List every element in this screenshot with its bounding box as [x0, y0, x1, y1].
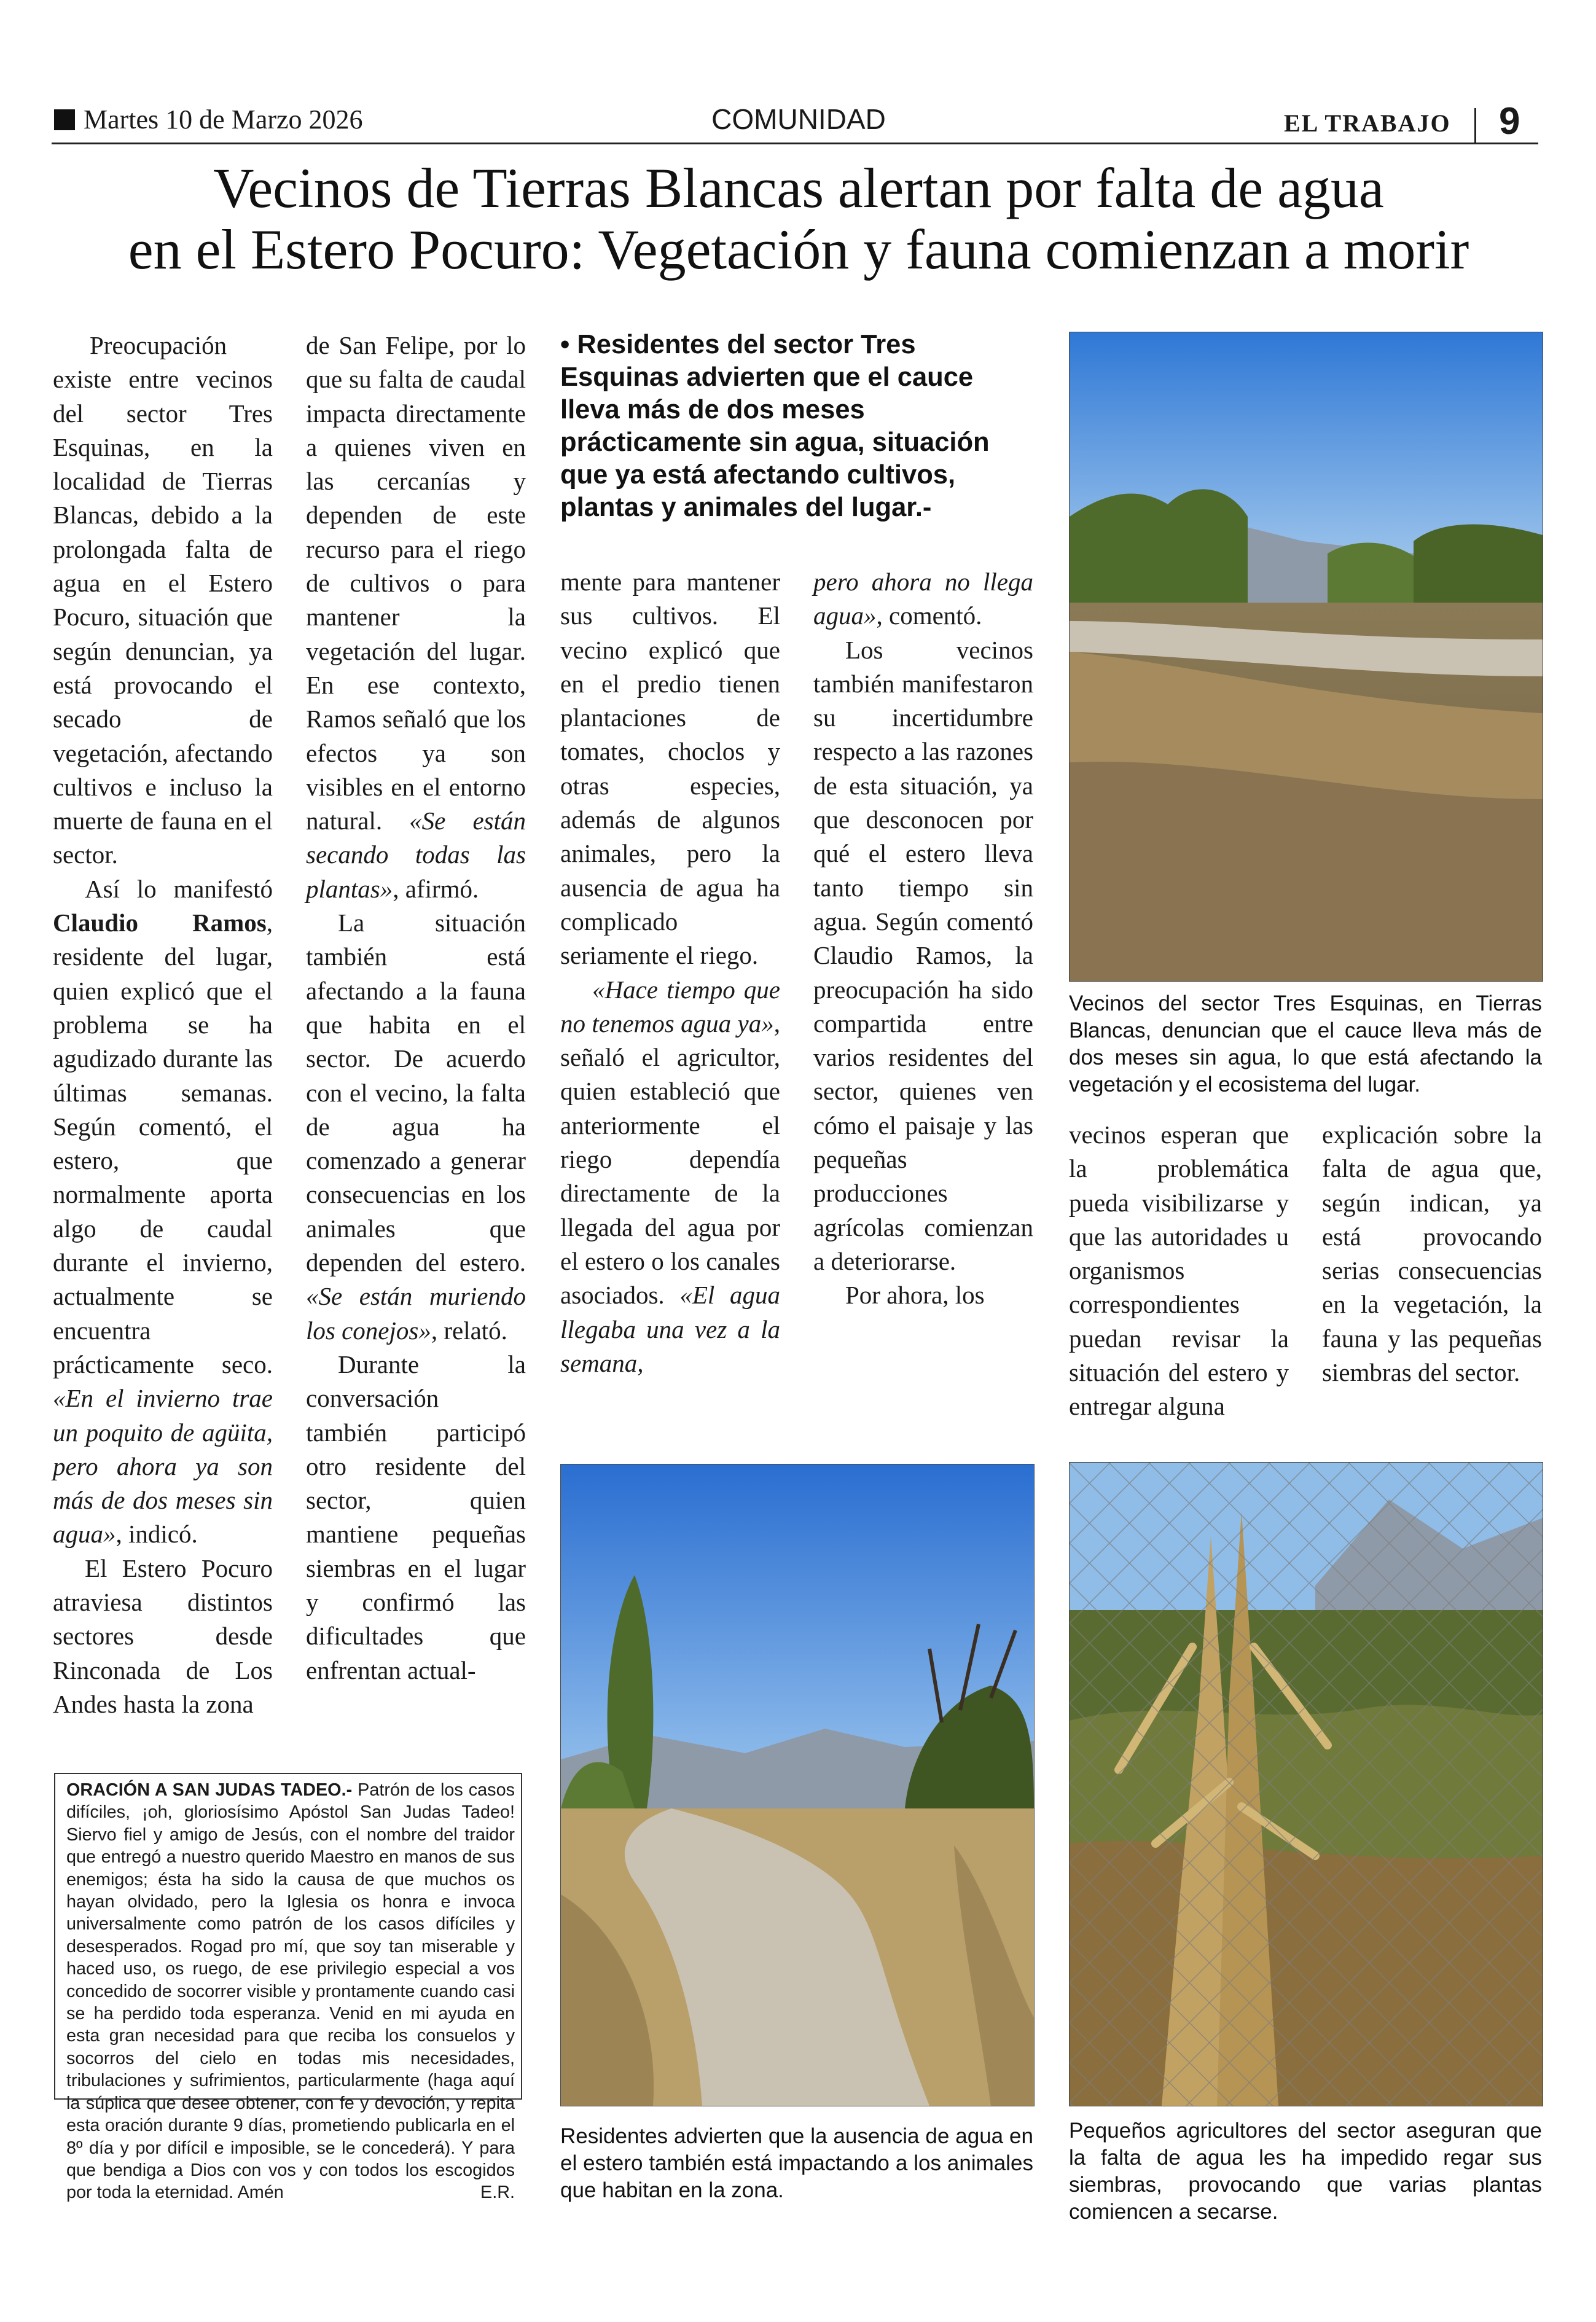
- paragraph-esperan: vecinos esperan que la problemática pueda visibilizarse y que las autoridades u organismos correspondientes puedan revisar la situación del estero y entregar alguna: [1069, 1120, 1289, 1421]
- text-span: Así lo manifestó: [85, 874, 273, 903]
- paragraph-incertidumbre: Los vecinos también manifestaron su incertidumbre respecto a las razones de esta situación, ya que desconocen por qué el estero lleva tanto tiempo sin agua. Según comentó Claudio Ramos, la preocupación ha sido compartida entre varios residentes del sector, quienes ven cómo el paisaje y las pequeñas producciones agrícolas comienzan a deteriorarse.: [813, 635, 1033, 1275]
- text-span: de San Felipe, por lo que su falta de caudal impacta directamente a quienes viven en las cercanías y dependen de este recurso para el riego de cultivos o para mantener la vegetación del lugar. En ese contexto, Ramos señaló que los efectos ya son visibles en el entorno natural.: [306, 331, 526, 835]
- header-separator: [1474, 108, 1476, 143]
- person-name: Claudio Ramos: [53, 909, 267, 937]
- text-span: La situación también está afectando a la fauna que habita en el sector. De acuerdo con el vecino, la falta de agua ha comenzado a generar consecuencias en los animales que dependen del estero.: [306, 909, 526, 1277]
- photo-caption-1: Vecinos del sector Tres Esquinas, en Tierras Blancas, denuncian que el cauce lleva más de dos meses sin agua, lo que está afectando la vegetación y el ecosistema del lugar.: [1069, 991, 1542, 1096]
- photo-caption-3: Pequeños agricultores del sector aseguran que la falta de agua les ha impedido regar sus siembras, provocando que varias plantas comiencen a secarse.: [1069, 2119, 1542, 2224]
- text-span: , indicó.: [115, 1520, 198, 1549]
- dry-estero-image: [561, 1464, 1034, 2106]
- text-span: , residente del lugar, quien explicó que el problema se ha agudizado durante las últimas semanas. Según comentó, el estero, que normalmente aporta algo de caudal durante el invierno, actualmente se encuentra prácticamente seco.: [53, 909, 273, 1378]
- dry-riverbed-image: [1070, 332, 1543, 981]
- prayer-san-judas: [66, 1779, 515, 2204]
- text-span: , señaló el agricultor, quien estableció que anteriormente el riego dependía directamente de la llegada del agua por el estero o los canales asociados.: [560, 1009, 780, 1310]
- quote: «Hace tiempo que no tenemos agua ya»: [560, 975, 780, 1038]
- paragraph-agricultor: [560, 973, 780, 1381]
- issue-date: Martes 10 de Marzo 2026: [84, 104, 363, 135]
- paragraph-estero-cont: [306, 329, 526, 906]
- paragraph-fauna: [306, 906, 526, 1348]
- quote: «Se están secando todas las plantas»: [306, 807, 526, 903]
- photo-dry-estero: [560, 1464, 1035, 2106]
- paragraph-agricultor-cont: [813, 565, 1033, 633]
- text-span: , relató.: [431, 1316, 507, 1345]
- prayer-title: ORACIÓN A SAN JUDAS TADEO.-: [66, 1780, 353, 1800]
- headline-line-2: en el Estero Pocuro: Vegetación y fauna comienzan a morir: [128, 218, 1469, 281]
- article-column-2: [306, 329, 526, 1687]
- article-deck: • Residentes del sector Tres Esquinas advierten que el cauce lleva más de dos meses prácticamente sin agua, situación que ya está afectando cultivos, plantas y animales del lugar.-: [560, 330, 990, 522]
- article-column-4: [813, 565, 1033, 1313]
- paragraph-esperan-cont: explicación sobre la falta de agua que, según indican, ya está provocando serias consecuencias en la vegetación, la fauna y las pequeñas siembras del sector.: [1322, 1120, 1542, 1387]
- headline-line-1: Vecinos de Tierras Blancas alertan por falta de agua: [213, 157, 1384, 219]
- article-headline: [49, 157, 1548, 280]
- text-span: , afirmó.: [393, 874, 479, 903]
- photo-dry-riverbed: [1069, 332, 1543, 982]
- section-name: COMUNIDAD: [711, 103, 886, 135]
- article-column-6: [1322, 1118, 1542, 1390]
- photo-caption-2: Residentes advierten que la ausencia de agua en el estero también está impactando a los animales que habitan en la zona.: [560, 2124, 1033, 2202]
- dry-crops-image: [1070, 1463, 1543, 2106]
- paragraph-estero: El Estero Pocuro atraviesa distintos sectores desde Rinconada de Los Andes hasta la zona: [53, 1554, 273, 1718]
- page-number: 9: [1499, 100, 1520, 143]
- article-column-1: [53, 329, 273, 1721]
- prayer-signature: E.R.: [480, 2183, 515, 2203]
- article-column-3: [560, 565, 780, 1380]
- paragraph-intro: Preocupación existe entre vecinos del sector Tres Esquinas, en la localidad de Tierras Blancas, debido a la prolongada falta de agua en el Estero Pocuro, situación que según denuncian, ya está provocando el secado de vegetación, afectando cultivos e incluso la muerte de fauna en el sector.: [53, 331, 273, 869]
- quote: «El agua llegaba una vez a la semana,: [560, 1281, 780, 1377]
- newspaper-name: EL TRABAJO: [1284, 109, 1451, 137]
- header-square-marker: [54, 109, 75, 130]
- paragraph-por-ahora: Por ahora, los: [845, 1281, 985, 1310]
- header-rule: [52, 143, 1538, 144]
- text-span: , comentó.: [876, 601, 982, 630]
- quote: «En el invierno trae un poquito de agüita, pero ahora ya son más de dos meses sin agua»: [53, 1384, 273, 1549]
- photo-dry-crops: [1069, 1462, 1543, 2106]
- paragraph-residente-cont: mente para mantener sus cultivos. El vecino explicó que en el predio tienen plantaciones de tomates, choclos y otras especies, además de algunos animales, pero la ausencia de agua ha complicado seriamente el riego.: [560, 568, 780, 970]
- paragraph-residente: Durante la conversación también participó otro residente del sector, quien mantiene pequeñas siembras en el lugar y confirmó las dificultades que enfrentan actual-: [306, 1350, 526, 1684]
- prayer-text: Patrón de los casos difíciles, ¡oh, gloriosísimo Apóstol San Judas Tadeo! Siervo fiel y amigo de Jesús, con el nombre del traidor que entregó a nuestro querido Maestro en manos de sus enemigos; ésta ha sido la causa de que muchos os hayan olvidado, pero la Iglesia os honra e invoca universalmente como patrón de los casos difíciles y desesperados. Rogad pro mí, que soy tan miserable y haced uso, os ruego, de ese privilegio especial a vos concedido de socorrer visible y prontamente cuando casi se ha perdido toda esperanza. Venid en mi ayuda en esta gran necesidad para que reciba los consuelos y socorros del cielo en todas mis necesidades, tribulaciones y sufrimientos, particularmente (haga aquí la súplica que desee obtener, con fe y devoción, y repita esta oración durante 9 días, prometiendo publicarla en el 8º día y por difícil e imposible, se le concederá). Y para que bendiga a Dios con vos y con todos los escogidos por toda la eternidad. Amén: [66, 1780, 515, 2203]
- quote: pero ahora no llega agua»: [813, 568, 1033, 630]
- quote: «Se están muriendo los conejos»: [306, 1282, 526, 1345]
- article-column-5: [1069, 1118, 1289, 1424]
- paragraph-claudio: [53, 872, 273, 1552]
